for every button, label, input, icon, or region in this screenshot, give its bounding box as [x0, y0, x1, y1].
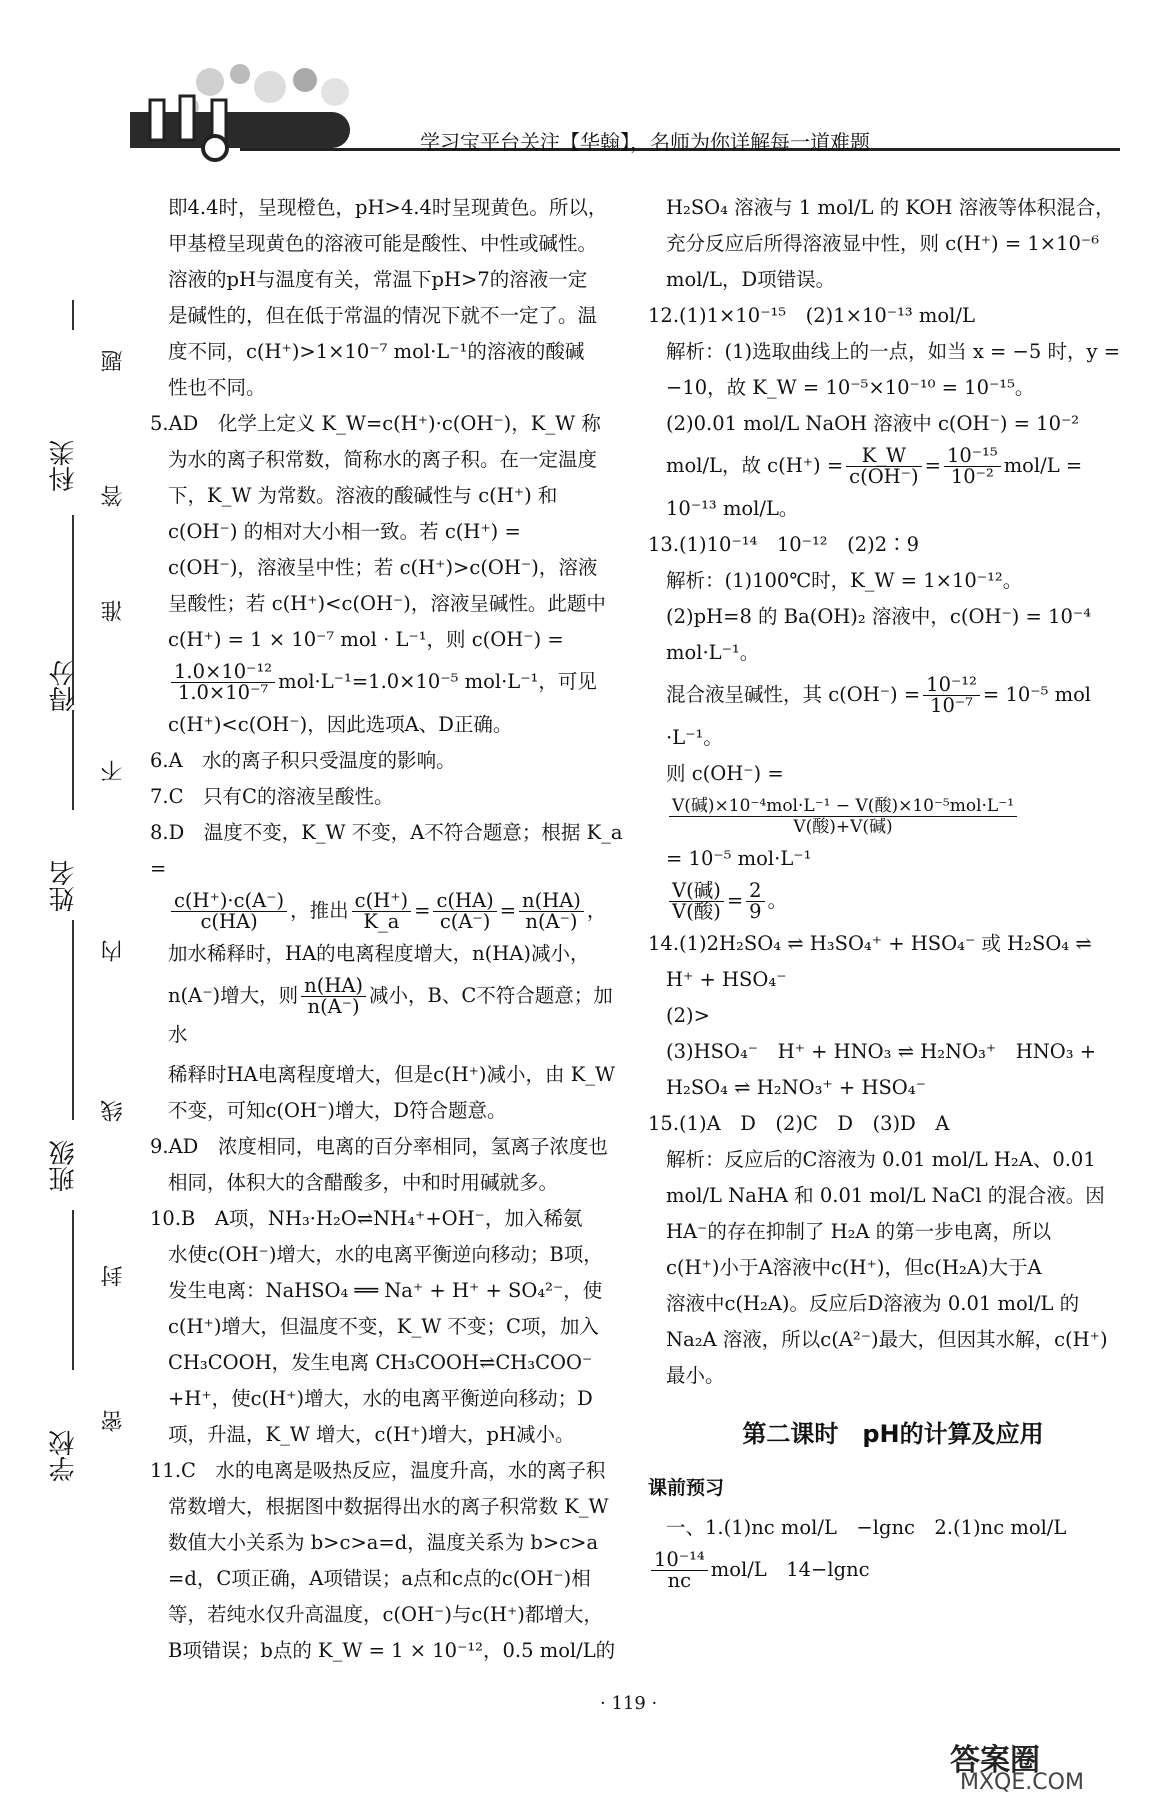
formula-line — [648, 796, 1138, 837]
text-line: H₂SO₄ 溶液与 1 mol/L 的 KOH 溶液等体积混合， — [666, 196, 1115, 219]
text-line: 充分反应后所得溶液显中性，则 c(H⁺) = 1×10⁻⁶ — [666, 232, 1100, 255]
text-line: c(H⁺)小于A溶液中c(H⁺)，但c(H₂A)大于A — [666, 1256, 1042, 1279]
sb-line-5 — [72, 1210, 74, 1370]
text-line: B项错误；b点的 K_W = 1 × 10⁻¹²，0.5 mol/L的 — [168, 1639, 616, 1662]
text-line: c(H⁺)<c(OH⁻)，因此选项A、D正确。 — [168, 713, 513, 736]
fraction: $\frac{\text{10⁻¹⁴}}{nc}$ — [651, 1550, 708, 1591]
text-line: H₂SO₄ ⇌ H₂NO₃⁺ + HSO₄⁻ — [666, 1076, 926, 1099]
text-line: 溶液中c(H₂A)。反应后D溶液为 0.01 mol/L 的 — [666, 1292, 1080, 1315]
analysis-line: 解析：(1)选取曲线上的一点，如当 x = −5 时，y = — [666, 340, 1121, 363]
formula-line: 混合液呈碱性，其 c(OH⁻) = $\frac{\text{10⁻¹²}}{\text{10⁻⁷}}$ = 10⁻⁵ mol — [666, 673, 1092, 717]
binding-sidebar — [20, 300, 130, 1490]
text-line: c(H⁺) = 1 × 10⁻⁷ mol · L⁻¹，则 c(OH⁻) = — [168, 628, 564, 651]
answer-8: 8.D 温度不变，K_W 不变，A不符合题意；根据 K_a = — [150, 821, 623, 880]
text-line: 下，K_W 为常数。溶液的酸碱性与 c(H⁺) 和 — [168, 484, 558, 507]
text-line: mol/L，D项错误。 — [666, 268, 836, 291]
answer-7: 7.C 只有C的溶液呈酸性。 — [150, 785, 394, 808]
sb-line-4 — [72, 920, 74, 1120]
formula-line: n(A⁻)增大，则 $\frac{n(HA)}{n(A^-)}$ 减小，B、C不符合题意；加水 — [168, 974, 613, 1046]
seal-char-3: 线 — [101, 1100, 126, 1122]
text-line: 一、1.(1)nc mol/L −lgnc 2.(1)nc mol/L — [666, 1516, 1067, 1539]
text-line: Na₂A 溶液，所以c(A²⁻)最大，但因其水解，c(H⁺) — [666, 1328, 1108, 1351]
text-line: c(OH⁻)，溶液呈中性；若 c(H⁺)>c(OH⁻)，溶液 — [168, 556, 598, 579]
text-line: (2)pH=8 的 Ba(OH)₂ 溶液中，c(OH⁻) = 10⁻⁴ — [666, 605, 1092, 628]
fraction: $\frac{\text{V(碱)×10⁻⁴mol·L⁻¹ − V(酸)×10⁻⁵mol·L⁻¹}}{\text{V(酸)+V(碱)}}$ — [669, 796, 1017, 837]
text-line: mol/L NaHA 和 0.01 mol/L NaCl 的混合液。因 — [666, 1184, 1105, 1207]
text-line: 则 c(OH⁻) = — [666, 762, 784, 785]
text-line: CH₃COOH，发生电离 CH₃COOH⇌CH₃COO⁻ — [168, 1351, 593, 1374]
fraction: $\frac{c(HA)}{c(A^-)}$ — [433, 891, 496, 932]
fraction: $\frac{\text{1.0×10⁻¹²}}{\text{1.0×10⁻⁷}}$ — [171, 662, 275, 703]
fraction: $\frac{\text{10⁻¹⁵}}{\text{10⁻²}}$ — [944, 446, 1001, 487]
label-class: 班级 — [49, 1140, 79, 1192]
text-line: 是碱性的，但在低于常温的情况下就不一定了。温 — [168, 304, 598, 327]
fraction: $\frac{\text{V(碱)}}{\text{V(酸)}}$ — [669, 881, 724, 922]
formula-line: $\frac{c(H^+)\cdot c(A^-)}{c(HA)}$ ，推出 $\frac{c(H^+)}{K\_a}$ = $\frac{c(HA)}{c(A^-)}$ = $\frac{n(HA)}{n(A^-)}$ ， — [150, 891, 630, 932]
label-school: 学校 — [49, 1430, 79, 1482]
text-line: 溶液的pH与温度有关，常温下pH>7的溶液一定 — [168, 268, 588, 291]
text-line: c(OH⁻) 的相对大小相一致。若 c(H⁺) = — [168, 520, 521, 543]
section-title: 第二课时 pH的计算及应用 — [742, 1420, 1044, 1448]
formula-line: $\frac{\text{V(碱)}}{\text{V(酸)}}$ = $\frac{2}{9}$ 。 — [648, 881, 1138, 922]
text-line: 为水的离子积常数，简称水的离子积。在一定温度 — [168, 448, 598, 471]
text-line: 发生电离：NaHSO₄ ══ Na⁺ + H⁺ + SO₄²⁻，使 — [168, 1279, 603, 1302]
text-line: −10，故 K_W = 10⁻⁵×10⁻¹⁰ = 10⁻¹⁵。 — [666, 376, 1035, 399]
text-line: 10⁻¹³ mol/L。 — [666, 497, 799, 520]
text-line: (3)HSO₄⁻ H⁺ + HNO₃ ⇌ H₂NO₃⁺ HNO₃ + — [666, 1040, 1097, 1063]
fraction: $\frac{\text{10⁻¹²}}{\text{10⁻⁷}}$ — [923, 675, 980, 716]
seal-char-6: 准 — [101, 600, 126, 622]
text-line: 等，若纯水仅升高温度，c(OH⁻)与c(H⁺)都增大， — [168, 1603, 603, 1626]
text-line: 最小。 — [666, 1364, 725, 1387]
fraction: $\frac{2}{9}$ — [746, 881, 764, 922]
page-number: · 119 · — [600, 1693, 658, 1714]
answer-14: 14.(1)2H₂SO₄ ⇌ H₃SO₄⁺ + HSO₄⁻ 或 H₂SO₄ ⇌ — [648, 932, 1092, 955]
text-line: 稀释时HA电离程度增大，但是c(H⁺)减小，由 K_W — [168, 1063, 616, 1086]
answer-15: 15.(1)A D (2)C D (3)D A — [648, 1112, 950, 1135]
header-tagline: 学习宝平台关注【华翰】，名师为你详解每一道难题 — [420, 130, 870, 154]
analysis-line: 解析：(1)100℃时，K_W = 1×10⁻¹²。 — [666, 569, 1023, 592]
seal-char-1: 密 — [101, 1410, 126, 1432]
answer-13: 13.(1)10⁻¹⁴ 10⁻¹² (2)2∶9 — [648, 533, 920, 556]
label-score: 得分 — [49, 660, 79, 712]
text-line: =d，C项正确，A项错误；a点和c点的c(OH⁻)相 — [168, 1567, 591, 1590]
text-line: 即4.4时，呈现橙色，pH>4.4时呈现黄色。所以， — [168, 196, 608, 219]
text-line: = 10⁻⁵ mol·L⁻¹ — [666, 847, 812, 870]
fraction: $\frac{c(H^+)}{K\_a}$ — [352, 891, 411, 932]
text-line: HA⁻的存在抑制了 H₂A 的第一步电离，所以 — [666, 1220, 1052, 1243]
left-column — [150, 190, 630, 1669]
formula-line: $\frac{\text{1.0×10⁻¹²}}{\text{1.0×10⁻⁷}}$ mol·L⁻¹=1.0×10⁻⁵ mol·L⁻¹，可见 — [150, 662, 630, 703]
watermark-url: MXQE.COM — [960, 1770, 1084, 1795]
seal-char-5: 不 — [101, 760, 126, 782]
answer-5: 5.AD 化学上定义 K_W=c(H⁺)·c(OH⁻)，K_W 称 — [150, 412, 601, 435]
text-line: ·L⁻¹。 — [666, 726, 723, 749]
answer-9: 9.AD 浓度相同，电离的百分率相同，氢离子浓度也 — [150, 1135, 608, 1158]
text-line: 加水稀释时，HA的电离程度增大，n(HA)减小， — [168, 942, 590, 965]
text-line: 呈酸性；若 c(H⁺)<c(OH⁻)，溶液呈碱性。此题中 — [168, 592, 606, 615]
formula-line: $\frac{\text{10⁻¹⁴}}{nc}$ mol/L 14−lgnc — [648, 1550, 1138, 1591]
answer-12: 12.(1)1×10⁻¹⁵ (2)1×10⁻¹³ mol/L — [648, 304, 975, 327]
text-line: mol·L⁻¹。 — [666, 641, 760, 664]
text-line: (2)> — [666, 1004, 710, 1027]
text-line: +H⁺，使c(H⁺)增大，水的电离平衡逆向移动；D — [168, 1387, 593, 1410]
label-name: 姓名 — [49, 860, 79, 912]
fraction: $\frac{K\_W}{c(OH^-)}$ — [846, 446, 921, 487]
watermark-logo: 答案圈 — [950, 1743, 1040, 1778]
formula-line: mol/L，故 c(H⁺) = $\frac{K\_W}{c(OH^-)}$ = $\frac{\text{10⁻¹⁵}}{\text{10⁻²}}$ mol/L = — [666, 444, 1083, 488]
text-line: H⁺ + HSO₄⁻ — [666, 968, 787, 991]
seal-char-4: 内 — [101, 940, 126, 962]
text-line: 数值大小关系为 b>c>a=d，温度关系为 b>c>a — [168, 1531, 599, 1554]
text-line: 不变，可知c(OH⁻)增大，D符合题意。 — [168, 1099, 507, 1122]
text-line: 度不同，c(H⁺)>1×10⁻⁷ mol·L⁻¹的溶液的酸碱 — [168, 340, 585, 363]
seal-char-7: 答 — [101, 485, 126, 507]
right-column — [648, 190, 1138, 1595]
text-line: 项，升温，K_W 增大，c(H⁺)增大，pH减小。 — [168, 1423, 575, 1446]
text-line: (2)0.01 mol/L NaOH 溶液中 c(OH⁻) = 10⁻² — [666, 412, 1080, 435]
text-line: 常数增大，根据图中数据得出水的离子积常数 K_W — [168, 1495, 609, 1518]
text-line: c(H⁺)增大，但温度不变，K_W 不变；C项，加入 — [168, 1315, 599, 1338]
subsection-title: 课前预习 — [648, 1477, 725, 1499]
seal-char-2: 封 — [101, 1265, 126, 1287]
analysis-line: 解析：反应后的C溶液为 0.01 mol/L H₂A、0.01 — [666, 1148, 1096, 1171]
seal-char-8: 题 — [101, 350, 126, 372]
text-line: 相同，体积大的含醋酸多，中和时用碱就多。 — [168, 1171, 559, 1194]
sb-line-3 — [72, 710, 74, 810]
label-subject: 科类 — [49, 440, 79, 492]
fraction: $\frac{n(HA)}{n(A^-)}$ — [519, 891, 584, 932]
answer-6: 6.A 水的离子积只受温度的影响。 — [150, 749, 456, 772]
text-line: 甲基橙呈现黄色的溶液可能是酸性、中性或碱性。 — [168, 232, 598, 255]
text-line: 性也不同。 — [168, 376, 266, 399]
sb-line-1 — [72, 300, 74, 330]
fraction: $\frac{c(H^+)\cdot c(A^-)}{c(HA)}$ — [171, 891, 287, 932]
fraction: $\frac{n(HA)}{n(A^-)}$ — [301, 976, 366, 1017]
text-line: 水使c(OH⁻)增大，水的电离平衡逆向移动；B项， — [168, 1243, 603, 1266]
answer-11: 11.C 水的电离是吸热反应，温度升高，水的离子积 — [150, 1459, 606, 1482]
answer-10: 10.B A项，NH₃·H₂O⇌NH₄⁺+OH⁻，加入稀氨 — [150, 1207, 583, 1230]
